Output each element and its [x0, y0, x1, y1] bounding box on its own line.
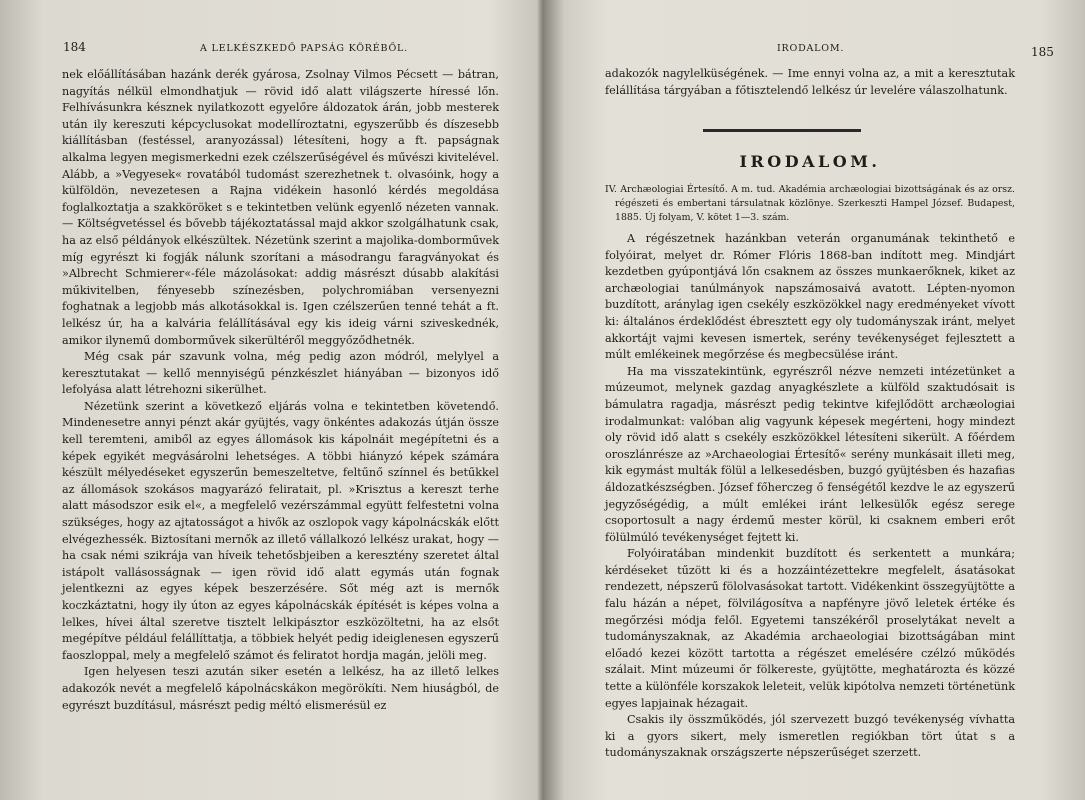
bibliography-text: IV. Archæologiai Értesítő. A m. tud. Akadémia archæologiai bizottságának és az orsz. régészeti és embertani társulatnak közlönye. Szerkeszti Hampel József. Budapest, 1885. Új folyam, V. kötet 1—3. szám. [605, 184, 1015, 223]
right-page [543, 0, 1085, 800]
paragraph: Igen helyesen teszi azután siker esetén a lelkész, ha az illető lelkes adakozók nevét a megfelelő kápolnácskákon megörökíti. Nem hiuságból, de egyrészt buzdításul, másrészt pedig méltó elismerésül ez [62, 665, 499, 712]
left-body-text [62, 67, 499, 714]
paragraph: A régészetnek hazánkban veterán organumának tekinthető e folyóirat, melyet dr. Rómer Flóris 1868-ban indított meg. Mindjárt kezdetben gyúpontjává lőn csaknem az összes munkaerőknek, kiket az archæologiai tanúlmányok napszámosaivá avatott. Lépten-nyomon buzdított, aránylag igen csekély eszközökkel nagy eredményeket vívott ki: általános érdeklődést ébresztett egy oly tudományszak iránt, melyet akkortájt vajmi kevesen ismertek, serény tevékenységet fejlesztett a múlt emlékeinek megőrzése és megbecsülése iránt. [605, 232, 1015, 362]
paragraph: Folyóiratában mindenkit buzdított és serkentett a munkára; kérdéseket tűzött ki és a hozzáintézettekre megfelelt, ásatásokat rendezett, népszerű fölolvasásokat tartott. Vidékenkint összegyüjtötte a falu házán a népet, fölvilágosítva a napfényre jövő leletek értéke és megőrzési módja felől. Egyetemi tanszékéről proselytákat nevelt a tudományszaknak, az Akadémia archaeologiai bizottságában mint előadó kezei között tartotta a régészet emelésére czélzó működés szálait. Mint múzeumi őr fölkereste, gyüjtötte, meghatározta és közzé tette a különféle korszakok leleteit, velük kipótolva nemzeti történetünk egyes lapjainak hézagait. [605, 547, 1015, 710]
page-number-right: 185 [1031, 45, 1054, 59]
section-divider-rule [703, 129, 861, 132]
paragraph: adakozók nagylelküségének. — Ime ennyi volna az, a mit a keresztutak felállítása tárgyában a főtisztelendő lelkész úr levelére válaszolhatunk. [605, 67, 1015, 97]
continuation-text [605, 66, 1015, 99]
paragraph: Még csak pár szavunk volna, még pedig azon módról, melylyel a keresztutakat — kellő mennyiségű pénzkészlet hiányában — bizonyos idő lefolyása alatt létrehozni sikerülhet. [62, 350, 499, 397]
page-number-left: 184 [63, 40, 86, 54]
running-head-left: A LELKÉSZKEDŐ PAPSÁG KÖRÉBŐL. [200, 43, 408, 54]
running-head-right: IRODALOM. [777, 43, 845, 54]
review-body-text [605, 231, 1015, 762]
paragraph: Ha ma visszatekintünk, egyrészről nézve nemzeti intézetünket a múzeumot, melynek gazdag anyagkészlete a külföld szaktudósait is bámulatra ragadja, másrészt pedig tekintve kifejlődött archæologiai irodalmunkat: valóban alig vagyunk képesek megérteni, hogy mindezt oly rövid idő alatt s csekély eszközökkel létesíteni sikerült. A főérdem oroszlánrésze az »Archaeologiai Értesítő« serény munkásait illeti meg, kik egymást multák fölül a lelkesedésben, buzgó gyüjtésben és hazafias áldozatkészségben. József főherczeg ő fenségétől kezdve le az egyszerű jegyzőségédig, a múlt emlékei iránt lelkesülők egész serege csoportosult a nagy érdemű mester körül, ki csaknem emberi erőt fölülmúló tevékenységet fejtett ki. [605, 364, 1015, 544]
paragraph: Nézetünk szerint a következő eljárás volna e tekintetben követendő. Mindenesetre annyi pénzt akár gyüjtés, vagy önkéntes adakozás útján össze kell teremteni, amiből az egyes állomások kis kápolnáit megépítetni és a képek egyikét megvásárolni lehetséges. A többi hiányzó képek számára készült mélyedéseket egyszerűn bemeszeltetve, feltűnő színnel és betűkkel az állomások szokásos magyarázó feliratait, pl. »Krisztus a kereszt terhe alatt másodszor esik el«, a megfelelő vezérszámmal együtt felfestetni volna szükséges, hogy az ajtatosságot a hivők az oszlopok vagy kápolnácskák előtt elvégezhessék. Biztosítani mernők az illető vállalkozó lelkész urakat, hogy — ha csak némi szikrája van híveik tehetősbjeiben a keresztény szeretet által istápolt vallásosságnak — igen rövid idő alatt egymás után fognak jelentkezni az egyes képek beszerzésére. Sőt még azt is mernők koczkáztatni, hogy ily úton az egyes kápolnácskák építését is képes volna a lelkes, hívei által szeretve tisztelt lelkipásztor eszközöltetni, ha az elsőt megépítve például felállíttatja, a többiek helyét pedig ideiglenesen egyszerű faoszloppal, mely a megfelelő számot és feliratot hordja magán, jelöli meg. [62, 399, 499, 662]
bibliography-entry [605, 183, 1015, 225]
paragraph: nek előállításában hazánk derék gyárosa, Zsolnay Vilmos Pécsett — bátran, nagyítás nélkül elmondhatjuk — rövid idő alatt világszerte híressé lőn. Felhívásunkra késznek nyilatkozott egyelőre áldozatok árán, jobb mesterek után ily kereszuti képcyclusokat modellíroztatni, egyszerűbb és díszesebb kiállításban (festéssel, aranyozással) létesíteni, hogy a ft. papságnak alkalma legyen megismerkedni ezek czélszerűségével és művészi kivitelével. Alább, a »Vegyesek« rovatából tudomást szerezhetnek t. olvasóink, hogy a külföldön, nevezetesen a Rajna vidékein hasonló kérdés megoldása foglalkoztatja a szakköröket s e tekintetben velünk egyenlő nézeten vannak. — Költségvetéssel és bővebb tájékoztatással majd akkor szolgálhatunk csak, ha az első példányok elkészültek. Nézetünk szerint a majolika-domborművek míg egyrészt ki fogják nálunk szorítani a másodrangu faragványokat és »Albrecht Schmierer«-féle mázolásokat: addig másrészt dúsabb alakítási műkivitelben, fényesebb színezésben, polychromiában versenyezni foghatnak a legjobb más alkotásokkal is. Igen czélszerűen tenné tehát a ft. lelkész úr, ha a kalvária felállításával egy kis ideig várni sziveskednék, amikor ilynemű domborművek sikerültéről meggyőződhetnék. [62, 68, 499, 347]
section-title: IRODALOM. [739, 152, 881, 171]
paragraph: Csakis ily összműködés, jól szervezett buzgó tevékenység vívhatta ki a gyors sikert, mely ismeretlen regiókban tört útat s a tudományszaknak országszerte népszerűséget szerzett. [605, 713, 1015, 760]
